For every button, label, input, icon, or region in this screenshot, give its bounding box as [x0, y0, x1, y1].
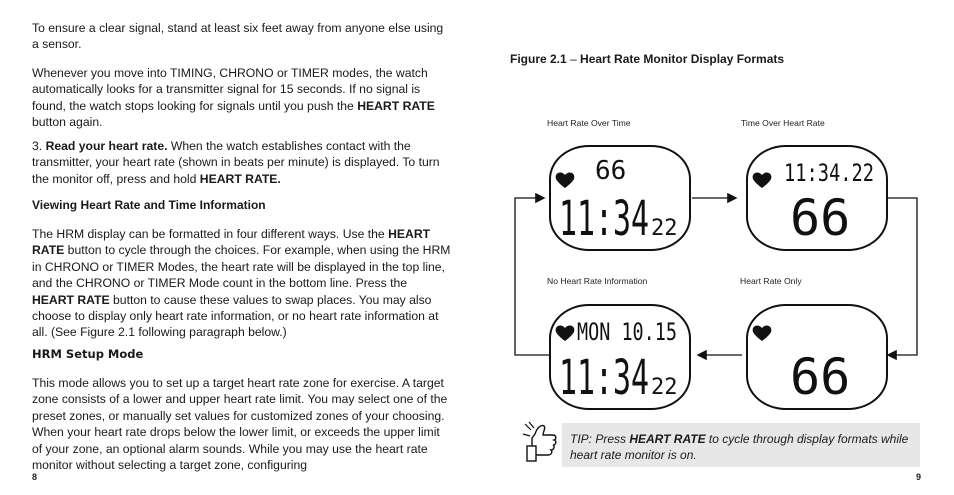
display-top-line: 66	[595, 156, 627, 186]
page-number-left: 8	[32, 472, 38, 482]
figure-title: Figure 2.1 – Heart Rate Monitor Display Formats	[510, 52, 785, 66]
caption-heart-rate-over-time: Heart Rate Over Time	[547, 118, 631, 128]
heart-icon	[556, 172, 575, 188]
caption-no-heart-rate: No Heart Rate Information	[547, 276, 648, 286]
display-heart-rate-over-time	[549, 145, 691, 251]
right-page	[477, 0, 954, 495]
display-seconds: 22	[651, 216, 678, 241]
heading-viewing: Viewing Heart Rate and Time Information	[32, 198, 266, 212]
paragraph-signal: To ensure a clear signal, stand at least six feet away from anyone else using a sensor.	[32, 21, 444, 52]
display-heart-rate-only	[746, 304, 888, 410]
tip-text: TIP: Press HEART RATE to cycle through display formats while heart rate monitor is on.	[570, 432, 909, 462]
paragraph-setup-mode: This mode allows you to set up a target heart rate zone for exercise. A target zone consists of a lower and upper heart rate limit. You may select one of the preset zones, or manually set values for customized zones of your choosing. When your heart rate drops below the lower limit, or exceeds the upper limit of your zone, an optional alarm sounds. While you may use the heart rate monitor without selecting a target zone, configuring	[32, 376, 448, 473]
step-read-heart-rate: 3. Read your heart rate. When the watch establishes contact with the transmitter, your heart rate (shown in beats per minute) is displayed. To turn the monitor off, press and hold HEART RATE.	[32, 139, 440, 186]
heart-icon	[753, 325, 772, 341]
display-no-heart-rate	[549, 304, 691, 410]
display-main-line: 11:34	[559, 350, 649, 406]
paragraph-modes: Whenever you move into TIMING, CHRONO or TIMER modes, the watch automatically looks for a transmitter signal for 15 seconds. If no signal is found, the watch stops looking for signals until you push the HEART RATE button again.	[32, 66, 435, 130]
tip-box	[562, 423, 920, 467]
display-main-line: 66	[790, 348, 851, 406]
caption-heart-rate-only: Heart Rate Only	[740, 276, 802, 286]
arrow-icon	[885, 198, 917, 355]
display-main-line: 11:34	[559, 191, 649, 247]
thumbs-up-hand-icon	[521, 420, 561, 464]
arrow-icon	[515, 198, 550, 355]
heart-icon	[753, 172, 772, 188]
display-seconds: 22	[651, 375, 678, 400]
display-top-line: MON 10.15	[577, 318, 677, 346]
heading-hrm-setup: HRM Setup Mode	[32, 347, 144, 361]
heart-icon	[556, 325, 575, 341]
paragraph-hrm-display: The HRM display can be formatted in four different ways. Use the HEART RATE button to cycle through the choices. For example, when using the HRM in CHRONO or TIMER Modes, the heart rate will be displayed in the top line, and the CHRONO or TIMER Mode count in the bottom line. Press the HEART RATE button to cause these values to swap places. You may also choose to display only heart rate information, or no heart rate information at all. (See Figure 2.1 following paragraph below.)	[32, 227, 451, 340]
display-main-line: 66	[790, 189, 851, 247]
caption-time-over-heart-rate: Time Over Heart Rate	[741, 118, 825, 128]
display-top-line: 11:34.22	[784, 159, 874, 187]
page-number-right: 9	[916, 472, 922, 482]
display-time-over-heart-rate	[746, 145, 888, 251]
